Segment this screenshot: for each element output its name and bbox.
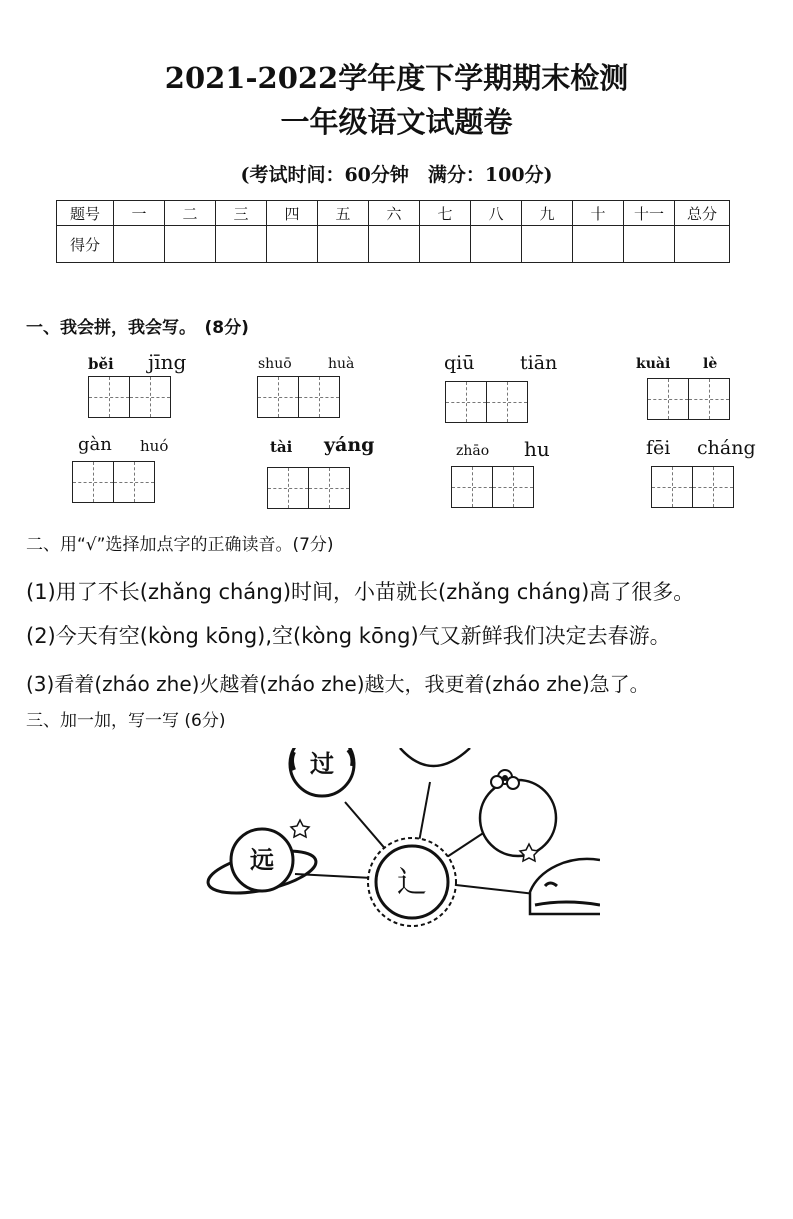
score-header-cell: 二: [165, 201, 216, 226]
score-header-cell: 五: [318, 201, 369, 226]
score-header-cell: 一: [114, 201, 165, 226]
section-1-heading: 一、我会拼，我会写。 (8分): [26, 318, 249, 338]
score-cell[interactable]: [216, 226, 267, 263]
section-3-heading: 三、加一加，写一写 (6分): [26, 711, 226, 731]
pinyin-syllable: huó: [140, 437, 169, 455]
score-cell[interactable]: [114, 226, 165, 263]
pinyin-syllable: kuài: [636, 356, 671, 372]
planet-diagram: [200, 742, 600, 942]
pinyin-syllable: qiū: [444, 352, 475, 374]
planet-char: 过: [310, 750, 334, 778]
pinyin-syllable: gàn: [78, 434, 112, 455]
pinyin-syllable: yáng: [324, 434, 375, 456]
question-2: (2)今天有空(kòng kōng),空(kòng kōng)气又新鲜我们决定去春游。: [26, 624, 671, 648]
planet: [400, 748, 470, 766]
score-header-cell: 总分: [675, 201, 730, 226]
score-row-label: 得分: [57, 226, 114, 263]
score-header-cell: 题号: [57, 201, 114, 226]
score-cell[interactable]: [369, 226, 420, 263]
exam-info: (考试时间：60分钟 满分：100分): [240, 164, 553, 186]
tianzige-boxes[interactable]: [257, 376, 340, 418]
score-cell[interactable]: [522, 226, 573, 263]
score-header-cell: 九: [522, 201, 573, 226]
score-header-cell: 十一: [624, 201, 675, 226]
tianzige-boxes[interactable]: [451, 466, 534, 508]
pinyin-syllable: jīng: [148, 350, 187, 374]
section-2-heading: 二、用“√”选择加点字的正确读音。(7分): [26, 535, 334, 555]
question-3: (3)看着(zháo zhe)火越着(zháo zhe)越大，我更着(zháo zhe)急了。: [26, 672, 650, 696]
tianzige-boxes[interactable]: [445, 381, 528, 423]
pinyin-syllable: cháng: [697, 437, 756, 459]
pinyin-syllable: huà: [328, 356, 355, 372]
score-table-score-row: [57, 226, 730, 263]
score-cell[interactable]: [318, 226, 369, 263]
score-cell[interactable]: [471, 226, 522, 263]
pinyin-syllable: zhāo: [456, 443, 490, 459]
score-header-cell: 三: [216, 201, 267, 226]
score-cell[interactable]: [420, 226, 471, 263]
score-header-cell: 六: [369, 201, 420, 226]
tianzige-boxes[interactable]: [647, 378, 730, 420]
tianzige-boxes[interactable]: [651, 466, 734, 508]
tianzige-boxes[interactable]: [88, 376, 171, 418]
pinyin-syllable: tiān: [520, 352, 558, 374]
star-icon: [291, 820, 309, 837]
planet: [480, 780, 556, 856]
planet-char: 远: [250, 846, 274, 874]
question-1: (1)用了不长(zhǎng cháng)时间，小苗就长(zhǎng cháng)高了很多。: [26, 580, 695, 604]
pinyin-syllable: fēi: [646, 437, 671, 459]
exam-subtitle-title: 一年级语文试题卷: [280, 105, 513, 139]
score-cell[interactable]: [675, 226, 730, 263]
center-radical: 辶: [397, 865, 427, 900]
tianzige-boxes[interactable]: [267, 467, 350, 509]
score-header-cell: 十: [573, 201, 624, 226]
score-table-header-row: [57, 201, 730, 226]
exam-title: 2021-2022学年度下学期期末检测: [164, 61, 629, 95]
score-header-cell: 七: [420, 201, 471, 226]
score-header-cell: 八: [471, 201, 522, 226]
score-table: [56, 200, 730, 263]
pinyin-syllable: hu: [524, 437, 550, 461]
pinyin-syllable: běi: [88, 355, 114, 373]
score-cell[interactable]: [624, 226, 675, 263]
pinyin-syllable: lè: [703, 356, 718, 372]
planet: [530, 859, 600, 914]
score-cell[interactable]: [573, 226, 624, 263]
pinyin-syllable: shuō: [258, 356, 292, 372]
score-header-cell: 四: [267, 201, 318, 226]
pinyin-syllable: tài: [270, 438, 293, 456]
score-cell[interactable]: [165, 226, 216, 263]
score-cell[interactable]: [267, 226, 318, 263]
tianzige-boxes[interactable]: [72, 461, 155, 503]
